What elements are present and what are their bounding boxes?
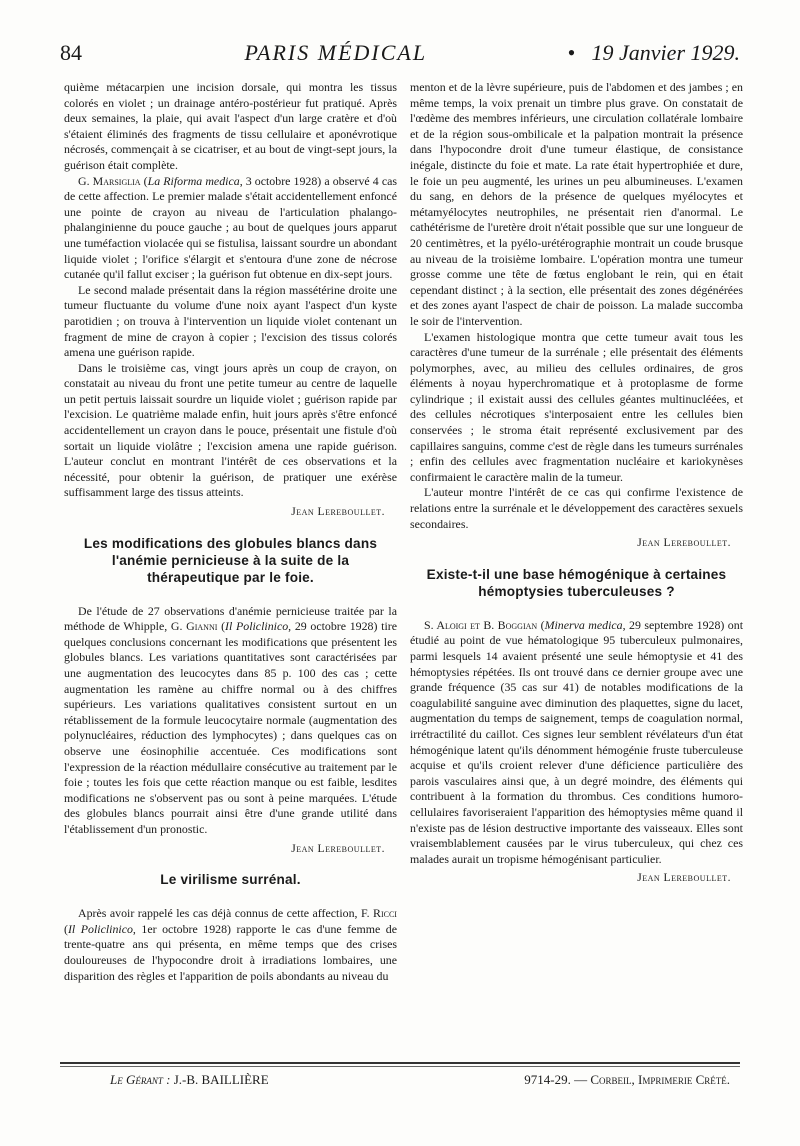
paragraph: L'examen histologique montra que cette tumeur avait tous les caractères d'une tumeur de la surrénale ; elle présentait des éléments polymorphes, avec, au milieu des cellules ordinaires, de gros éléments à noyau hyperchromatique et à protoplasme de forme cylindrique ; il existait aussi des cellules géantes multinucléées, et des cellules nécrotiques s'interposaient entre les cellules bien conservées ; le stroma était représenté exclusivement par des capillaires sanguins, comme c'est de règle dans les tumeurs surrénales ; enfin des cellules avec fragmentation nucléaire et kariokynèses confirmaient le caractère malin de la tumeur. — [410, 329, 743, 484]
author-name: F. Ricci — [360, 906, 397, 921]
paragraph-text: De l'étude de 27 observations d'anémie pernicieuse traitée par la méthode de Whipple, — [64, 603, 397, 634]
gerant-name: J.-B. BAILLIÈRE — [173, 1072, 269, 1087]
author-name: S. Aloigi et B. Boggian — [424, 617, 538, 632]
paragraph: Le second malade présentait dans la région massétérine droite une tumeur fluctuante du volume d'une noix ayant l'aspect d'un kyste parotidien ; on trouva à l'intervention un liquide violet contenant un fragment de mine de crayon à copier ; l'excision des tissus colorés amena une guérison rapide. — [64, 282, 397, 360]
issue-date: 19 Janvier 1929. — [591, 40, 740, 65]
right-column — [410, 80, 743, 897]
page-header — [60, 40, 740, 72]
paragraph-text: , 29 octobre 1928) tire quelques conclusions concernant les modifications que présentent les globules blancs. Les variations quantitatives sont caractérisées par une augmentation des leucocytes dans 85 p. 100 des cas ; cette augmentation les ramène au chiffre normal ou à des chiffres supérieurs. Les variations qualitatives consistent surtout en un rétablissement de la formule leucocytaire normale (augmentation des polynucléaires, réduction des lymphocytes) ; dans quelques cas on observe une éosinophilie accentuée. Ces modifications sont l'expression de la réaction médullaire consécutive au traitement par le foie ; toutes les fois que cette réaction manque ou est faible, lesdites modifications ne s'observent pas ou sont à peine marquées. L'étude des globules blancs pourrait ainsi être d'une grande utilité dans l'établissement d'un pronostic. — [64, 619, 397, 836]
journal-title: PARIS MÉDICAL — [244, 40, 428, 65]
journal-source: Minerva medica — [544, 617, 623, 632]
paragraph: menton et de la lèvre supérieure, puis de l'abdomen et des jambes ; en même temps, la voix prenait un timbre plus grave. On constatait de l'œdème des membres inférieurs, une circulation collatérale lombaire et de la région sous-ombilicale et la palpation montrait la présence dans l'hypocondre droit d'une tumeur élastique, de consistance inégale, distincte du foie et mate. La rate était hypertrophiée et dure, le foie un peu augmenté, les urines un peu albumineuses. L'examen du sang, en dehors de la présence de quelques myélocytes et métamyélocytes neutrophiles, ne présentait rien d'anormal. Le cathétérisme de l'uretère droit n'était possible que sur une longueur de 20 centimètres, et la pyélo-urétérographie montrait un coude brusque au niveau de la troisième lombaire. L'opération montra une tumeur grosse comme une tête de fœtus englobant le rein, qui en était cependant distinct ; à la section, elle présentait des zones dégénérées et des zones ayant l'aspect de chair de poisson. La malade succomba le soir de l'intervention. — [410, 80, 743, 328]
gerant-label: Le Gérant : — [110, 1072, 171, 1087]
paragraph: quième métacarpien une incision dorsale, qui montra les tissus colorés en violet ; un drainage antéro-postérieur fut pratiqué. Après deux semaines, la plaie, qui avait l'aspect d'un large cratère et d'où s'étaient éliminés des fragments de tissu cellulaire et aponévrotique nécrosés, commençait à se cicatriser, et au bout de vingt-sept jours, la guérison était complète. — [64, 80, 397, 172]
journal-source: La Riforma medica — [147, 173, 240, 188]
section-heading: Existe-t-il une base hémogénique à certaines hémoptysies tuberculeuses ? — [426, 566, 727, 599]
gerant — [110, 1072, 269, 1088]
paragraph-text: , 1er octobre 1928) rapporte le cas d'une femme de trente-quatre ans qui présenta, en même temps que des crises douloureuses de l'hypocondre droit à irradiations lombaires, une disparition des règles et l'apparition de poils abondants au niveau du — [64, 921, 397, 983]
author-name: G. Gianni — [170, 619, 218, 634]
paragraph: S. Aloigi et B. Boggian (Minerva medica, 29 septembre 1928) ont étudié au point de vue hématologique 95 tuberculeux pulmonaires, parmi lesquels 14 avaient présenté une seule hémoptysie et 41 des hémoptysies répétées. Ils ont trouvé dans ce dernier groupe avec une grande fréquence (35 cas sur 41) de notables modifications de la coagulabilité sanguine avec diminution des plaquettes, signe du lacet, augmentation du temps de saignement, temps de coagulation normal, irrétractilité du caillot. Ces signes leur semblent révélateurs d'un état hémogénique latent qu'ils dénomment hémogénie fruste tuberculeuse acquise et qu'ils croient relever d'une déficience particulière des parois vasculaires ainsi que, à un degré moindre, des éléments qui contribuent à la formation du thrombus. Ces conditions humoro-cellulaires favoriseraient l'apparition des hémoptysies même quand il n'existe pas de lésion destructive importante des vaisseaux. Elles sont vraisemblablement causées par le virus tuberculeux, qui chez ces malades aurait un tropisme hémogénisant particulier. — [410, 617, 744, 866]
paragraph-text: , 3 octobre 1928) a observé 4 cas de cette affection. Le premier malade s'était accidentellement enfoncé une pointe de crayon au niveau de l'articulation phalango-phalanginienne du pouce gauche ; au bout de quelques jours apparut une tuméfaction violacée qui se fistulisa, laissant sourdre un abondant liquide violet ; l'orifice s'élargit et s'entoura d'une zone de nécrose cutanée qu'il fallut exciser ; la guérison fut obtenue en dix-sept jours. — [64, 173, 398, 282]
section-heading: Les modifications des globules blancs dans l'anémie pernicieuse à la suite de la thérapeutique par le foie. — [83, 535, 378, 585]
left-column — [64, 80, 397, 984]
paragraph: De l'étude de 27 observations d'anémie pernicieuse traitée par la méthode de Whipple, G. Gianni (Il Policlinico, 29 octobre 1928) tire quelques conclusions concernant les modifications que présentent les globules blancs. Les variations quantitatives sont caractérisées par une augmentation des leucocytes dans 85 p. 100 des cas ; cette augmentation les ramène au chiffre normal ou à des chiffres supérieurs. Les variations qualitatives consistent surtout en un rétablissement de la formule leucocytaire normale (augmentation des polynucléaires, réduction des lymphocytes) ; dans quelques cas on observe une éosinophilie accentuée. Ces modifications sont l'expression de la réaction médullaire consécutive au traitement par le foie ; toutes les fois que cette réaction manque ou est faible, lesdites modifications ne s'observent pas ou sont à peine marquées. L'étude des globules blancs pourrait ainsi être d'une grande utilité dans l'établissement d'un pronostic. — [64, 603, 397, 836]
paragraph: G. Marsiglia (La Riforma medica, 3 octobre 1928) a observé 4 cas de cette affection. Le premier malade s'était accidentellement enfoncé une pointe de crayon au niveau de l'articulation phalango-phalanginienne du pouce gauche ; au bout de quelques jours apparut une tuméfaction violacée qui se fistulisa, laissant sourdre un abondant liquide violet ; l'orifice s'élargit et s'entoura d'une zone de nécrose cutanée qu'il fallut exciser ; la guérison fut obtenue en dix-sept jours. — [64, 173, 398, 282]
journal-source: Il Policlinico — [67, 921, 133, 936]
page-footer — [110, 1072, 730, 1088]
section-heading: Le virilisme surrénal. — [160, 872, 301, 888]
paragraph-text: Après avoir rappelé les cas déjà connus de cette affection, — [78, 906, 361, 921]
author-name: G. Marsiglia — [78, 173, 141, 188]
signature: Jean Lereboullet. — [291, 842, 385, 855]
paragraph: Après avoir rappelé les cas déjà connus de cette affection, F. Ricci (Il Policlinico, 1er octobre 1928) rapporte le cas d'une femme de trente-quatre ans qui présenta, en même temps que des crises douloureuses de l'hypocondre droit à irradiations lombaires, une disparition des règles et l'apparition de poils abondants au niveau du — [64, 906, 397, 983]
signature: Jean Lereboullet. — [637, 872, 731, 885]
footer-rule — [60, 1062, 740, 1064]
printer-line: 9714-29. — Corbeil, Imprimerie Crété. — [524, 1072, 730, 1087]
footer-rule-thin — [60, 1066, 740, 1067]
header-bullet: • — [567, 40, 576, 65]
paragraph: L'auteur montre l'intérêt de ce cas qui confirme l'existence de relations entre la surrénale et le développement des caractères sexuels secondaires. — [410, 485, 743, 531]
paragraph-text: , 29 septembre 1928) ont étudié au point de vue hématologique 95 tuberculeux pulmonaires, parmi lesquels 14 avaient présenté une seule hémoptysie et 41 des hémoptysies répétées. Ils ont trouvé dans ce dernier groupe avec une grande fréquence (35 cas sur 41) de notables modifications de la coagulabilité sanguine avec diminution des plaquettes, signe du lacet, augmentation du temps de saignement, temps de coagulation normal, irrétractilité du caillot. Ces signes leur semblent révélateurs d'un état hémogénique latent qu'ils dénomment hémogénie fruste tuberculeuse acquise et qu'ils croient relever d'une déficience particulière des parois vasculaires ainsi que, à un degré moindre, des éléments qui contribuent à la formation du thrombus. Ces conditions humoro-cellulaires favoriseraient l'apparition des hémoptysies même quand il n'existe pas de lésion destructive importante des vaisseaux. Elles sont vraisemblablement causées par le virus tuberculeux, qui chez ces malades aurait un tropisme hémogénisant particulier. — [410, 617, 744, 866]
page-number: 84 — [60, 40, 82, 65]
journal-source: Il Policlinico — [225, 619, 289, 634]
signature: Jean Lereboullet. — [291, 506, 385, 519]
paragraph: Dans le troisième cas, vingt jours après un coup de crayon, on constatait au niveau du front une petite tumeur au centre de laquelle un petit pertuis laissait sourdre un liquide violet ; guérison rapide par l'excision. Le quatrième malade enfin, huit jours après s'être enfoncé accidentellement un crayon dans le pouce, présentait une fistule d'où sortait un liquide violâtre ; l'excision amena une rapide guérison. L'auteur conclut en montrant l'intérêt de ces observations et la nécessité, pour obtenir la guérison, de pratiquer une exérèse suffisamment large des tissus atteints. — [64, 360, 397, 500]
signature: Jean Lereboullet. — [637, 537, 731, 550]
